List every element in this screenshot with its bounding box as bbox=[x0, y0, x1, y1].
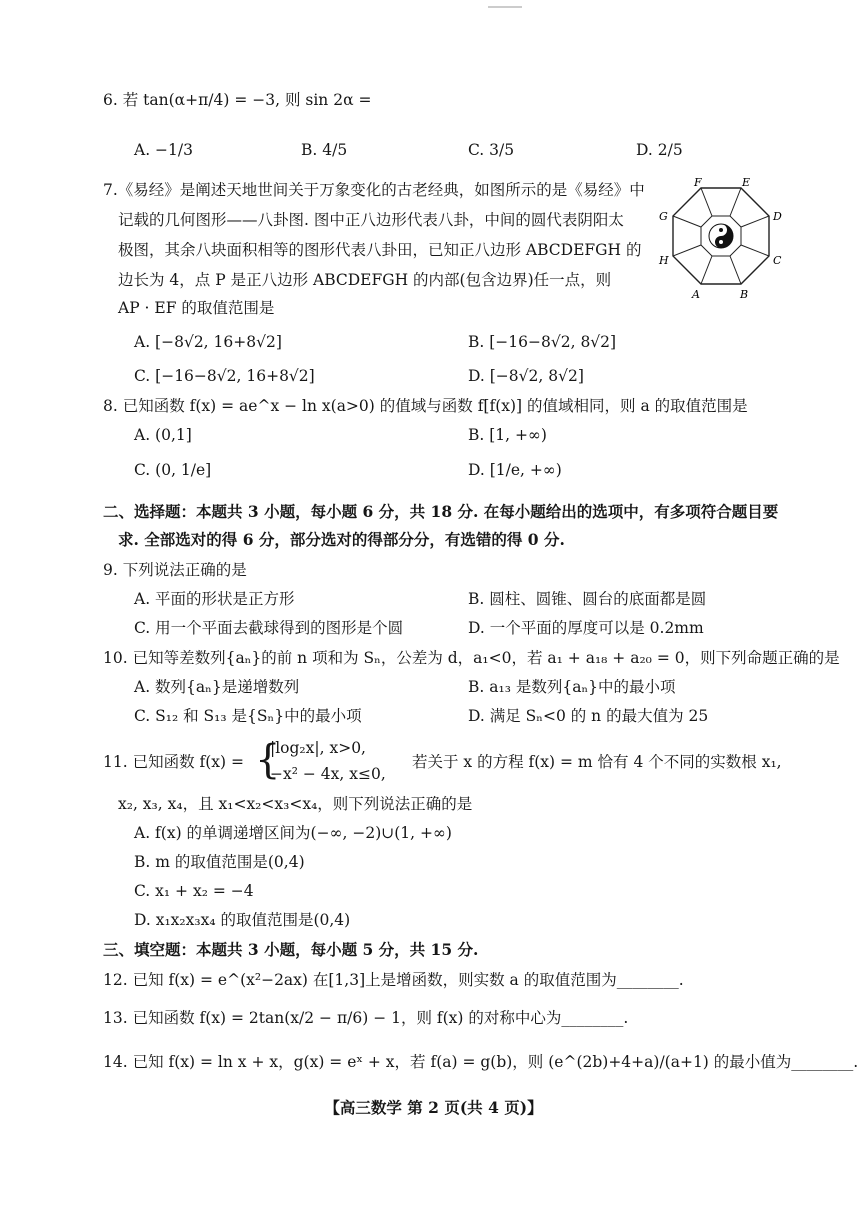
label-c: C bbox=[773, 254, 782, 267]
page-footer: 【高三数学 第 2 页(共 4 页)】 bbox=[324, 1098, 543, 1117]
q10-option-d: D. 满足 Sₙ<0 的 n 的最大值为 25 bbox=[468, 707, 709, 725]
bagua-octagon-figure bbox=[656, 176, 810, 304]
q11-option-c: C. x₁ + x₂ = −4 bbox=[134, 882, 254, 900]
q6-option-c: C. 3/5 bbox=[468, 141, 515, 159]
q7-line-5: AP · EF 的取值范围是 bbox=[118, 299, 275, 317]
label-f: F bbox=[694, 176, 702, 189]
q9-option-a: A. 平面的形状是正方形 bbox=[134, 590, 295, 608]
q8-option-c: C. (0, 1/e] bbox=[134, 461, 212, 479]
q6-option-a: A. −1/3 bbox=[134, 141, 193, 159]
q6-option-b: B. 4/5 bbox=[301, 141, 348, 159]
section-2-heading: 二、选择题：本题共 3 小题，每小题 6 分，共 18 分. 在每小题给出的选项中，有多项符合题目要 bbox=[103, 502, 779, 521]
q9-option-b: B. 圆柱、圆锥、圆台的底面都是圆 bbox=[468, 590, 707, 608]
q10-option-c: C. S₁₂ 和 S₁₃ 是{Sₙ}中的最小项 bbox=[134, 707, 362, 725]
q7-line-1: 7.《易经》是阐述天地世间关于万象变化的古老经典，如图所示的是《易经》中 bbox=[103, 181, 645, 199]
yin-yang-icon bbox=[709, 224, 733, 248]
label-d: D bbox=[773, 210, 782, 223]
q7-option-d: D. [−8√2, 8√2] bbox=[468, 367, 584, 385]
q8-option-b: B. [1, +∞) bbox=[468, 426, 547, 444]
q6-option-d: D. 2/5 bbox=[636, 141, 683, 159]
q12-text: 12. 已知 f(x) = e^(x²−2ax) 在[1,3]上是增函数，则实数 a 的取值范围为________. bbox=[103, 971, 684, 989]
q11-brace: { bbox=[255, 737, 281, 783]
q14-text: 14. 已知 f(x) = ln x + x，g(x) = eˣ + x，若 f(a) = g(b)，则 (e^(2b)+4+a)/(a+1) 的最小值为________. bbox=[103, 1053, 859, 1071]
q11-case-2: −x² − 4x, x≤0, bbox=[270, 765, 386, 783]
label-b: B bbox=[740, 288, 749, 301]
q9-option-d: D. 一个平面的厚度可以是 0.2mm bbox=[468, 619, 704, 637]
q7-line-3: 极图，其余八块面积相等的图形代表八卦田，已知正八边形 ABCDEFGH 的 bbox=[118, 241, 642, 259]
label-g: G bbox=[659, 210, 668, 223]
q7-option-b: B. [−16−8√2, 8√2] bbox=[468, 333, 617, 351]
label-e: E bbox=[742, 176, 751, 189]
label-a: A bbox=[692, 288, 700, 301]
q11-stem-b: 若关于 x 的方程 f(x) = m 恰有 4 个不同的实数根 x₁, bbox=[412, 753, 782, 771]
q11-option-d: D. x₁x₂x₃x₄ 的取值范围是(0,4) bbox=[134, 911, 351, 929]
q8-option-d: D. [1/e, +∞) bbox=[468, 461, 562, 479]
q9-option-c: C. 用一个平面去截球得到的图形是个圆 bbox=[134, 619, 404, 637]
q11-case-1: |log₂x|, x>0, bbox=[270, 739, 366, 757]
q11-option-b: B. m 的取值范围是(0,4) bbox=[134, 853, 305, 871]
q10-stem: 10. 已知等差数列{aₙ}的前 n 项和为 Sₙ，公差为 d，a₁<0，若 a₁ + a₁₈ + a₂₀ = 0，则下列命题正确的是 bbox=[103, 649, 840, 667]
q11-option-a: A. f(x) 的单调递增区间为(−∞, −2)∪(1, +∞) bbox=[134, 824, 452, 842]
section-3-heading: 三、填空题：本题共 3 小题，每小题 5 分，共 15 分. bbox=[103, 940, 479, 959]
q7-line-2: 记载的几何图形——八卦图. 图中正八边形代表八卦，中间的圆代表阴阳太 bbox=[118, 211, 624, 229]
q13-text: 13. 已知函数 f(x) = 2tan(x/2 − π/6) − 1，则 f(x) 的对称中心为________. bbox=[103, 1009, 629, 1027]
q7-line-4: 边长为 4，点 P 是正八边形 ABCDEFGH 的内部(包含边界)任一点，则 bbox=[118, 271, 612, 289]
q11-line-2: x₂, x₃, x₄，且 x₁<x₂<x₃<x₄，则下列说法正确的是 bbox=[118, 795, 473, 813]
q7-option-a: A. [−8√2, 16+8√2] bbox=[134, 333, 282, 351]
q6-stem: 6. 若 tan(α+π/4) = −3, 则 sin 2α = bbox=[103, 91, 372, 109]
q8-option-a: A. (0,1] bbox=[134, 426, 192, 444]
q11-stem-a: 11. 已知函数 f(x) = bbox=[103, 753, 244, 771]
label-h: H bbox=[659, 254, 669, 267]
section-2-heading-cont: 求. 全部选对的得 6 分，部分选对的得部分分，有选错的得 0 分. bbox=[118, 530, 565, 549]
q8-stem: 8. 已知函数 f(x) = ae^x − ln x(a>0) 的值域与函数 f[f(x)] 的值域相同，则 a 的取值范围是 bbox=[103, 397, 748, 415]
scan-mark bbox=[488, 6, 522, 8]
q7-option-c: C. [−16−8√2, 16+8√2] bbox=[134, 367, 315, 385]
octagon-diagram bbox=[656, 176, 810, 304]
q9-stem: 9. 下列说法正确的是 bbox=[103, 561, 247, 579]
q10-option-b: B. a₁₃ 是数列{aₙ}中的最小项 bbox=[468, 678, 676, 696]
q10-option-a: A. 数列{aₙ}是递增数列 bbox=[134, 678, 300, 696]
